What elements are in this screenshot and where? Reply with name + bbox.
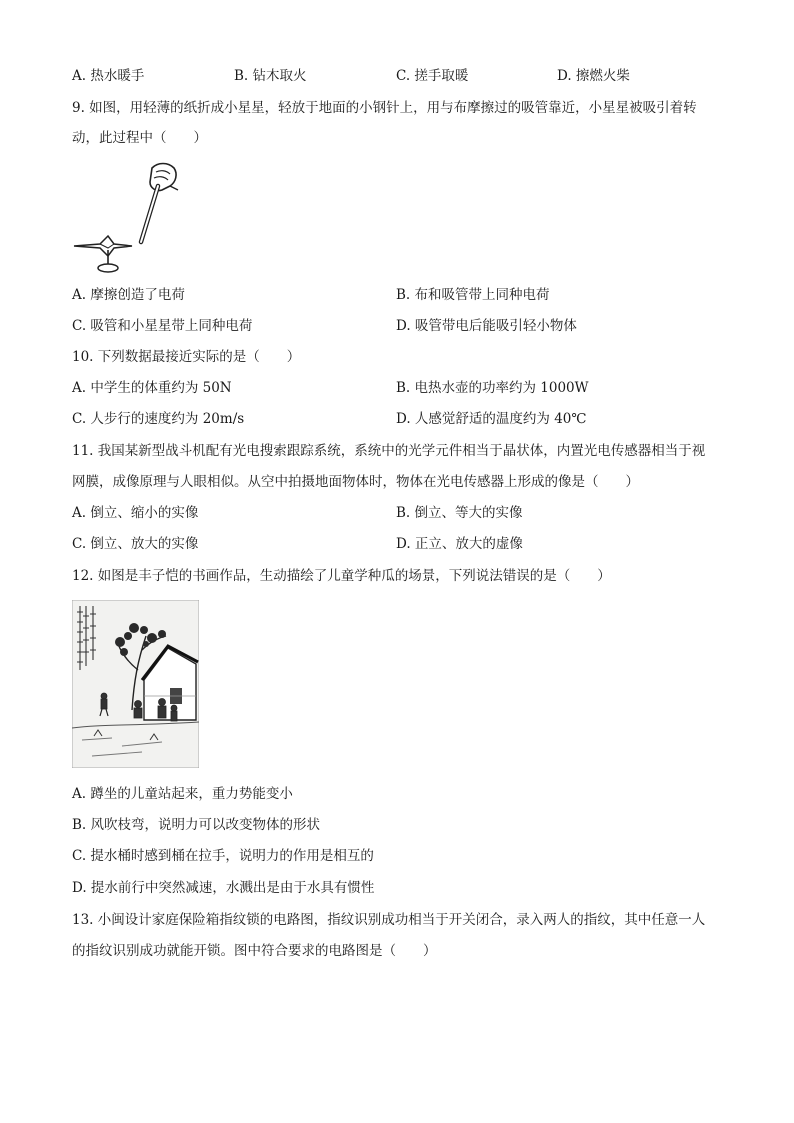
q12-option-a[interactable]: A. 蹲坐的儿童站起来，重力势能变小 [72, 786, 293, 802]
q8-option-c[interactable]: C. 搓手取暖 [396, 68, 469, 84]
q12-stem: 12. 如图是丰子恺的书画作品，生动描绘了儿童学种瓜的场景，下列说法错误的是（ ） [72, 568, 611, 584]
q9-option-c[interactable]: C. 吸管和小星星带上同种电荷 [72, 318, 253, 334]
q13-stem-line2: 的指纹识别成功就能开锁。图中符合要求的电路图是（ ） [72, 943, 437, 959]
q11-option-a[interactable]: A. 倒立、缩小的实像 [72, 505, 199, 521]
ink-painting-children-planting-melons-icon [72, 600, 199, 768]
q12-option-d[interactable]: D. 提水前行中突然减速，水溅出是由于水具有惯性 [72, 880, 375, 896]
q9-option-a[interactable]: A. 摩擦创造了电荷 [72, 287, 185, 303]
q10-option-a[interactable]: A. 中学生的体重约为 50N [72, 380, 232, 396]
q10-option-b[interactable]: B. 电热水壶的功率约为 1000W [396, 380, 589, 396]
q13-stem-line1: 13. 小闽设计家庭保险箱指纹锁的电路图，指纹识别成功相当于开关闭合，录入两人的指纹，其中任意一人 [72, 912, 706, 928]
q9-figure [70, 160, 190, 275]
q9-option-b[interactable]: B. 布和吸管带上同种电荷 [396, 287, 550, 303]
q10-stem: 10. 下列数据最接近实际的是（ ） [72, 349, 301, 365]
q8-option-a[interactable]: A. 热水暖手 [72, 68, 145, 84]
q8-option-d[interactable]: D. 擦燃火柴 [557, 68, 630, 84]
q8-option-b[interactable]: B. 钻木取火 [234, 68, 307, 84]
q12-option-c[interactable]: C. 提水桶时感到桶在拉手，说明力的作用是相互的 [72, 848, 374, 864]
q10-option-c[interactable]: C. 人步行的速度约为 20m/s [72, 411, 245, 427]
q11-option-d[interactable]: D. 正立、放大的虚像 [396, 536, 523, 552]
q9-stem-line1: 9. 如图，用轻薄的纸折成小星星，轻放于地面的小钢针上，用与布摩擦过的吸管靠近，小星星被吸引着转 [72, 100, 697, 116]
q11-stem-line1: 11. 我国某新型战斗机配有光电搜索跟踪系统，系统中的光学元件相当于晶状体，内置光电传感器相当于视 [72, 443, 706, 459]
q12-option-b[interactable]: B. 风吹枝弯，说明力可以改变物体的形状 [72, 817, 321, 833]
q11-option-b[interactable]: B. 倒立、等大的实像 [396, 505, 523, 521]
q11-option-c[interactable]: C. 倒立、放大的实像 [72, 536, 199, 552]
q12-figure [72, 600, 199, 768]
q11-stem-line2: 网膜，成像原理与人眼相似。从空中拍摄地面物体时，物体在光电传感器上形成的像是（ ） [72, 474, 639, 490]
q9-stem-line2: 动，此过程中（ ） [72, 130, 207, 146]
hand-holding-straw-near-paper-star-icon [70, 160, 190, 275]
q9-option-d[interactable]: D. 吸管带电后能吸引轻小物体 [396, 318, 577, 334]
q10-option-d[interactable]: D. 人感觉舒适的温度约为 40℃ [396, 411, 587, 427]
